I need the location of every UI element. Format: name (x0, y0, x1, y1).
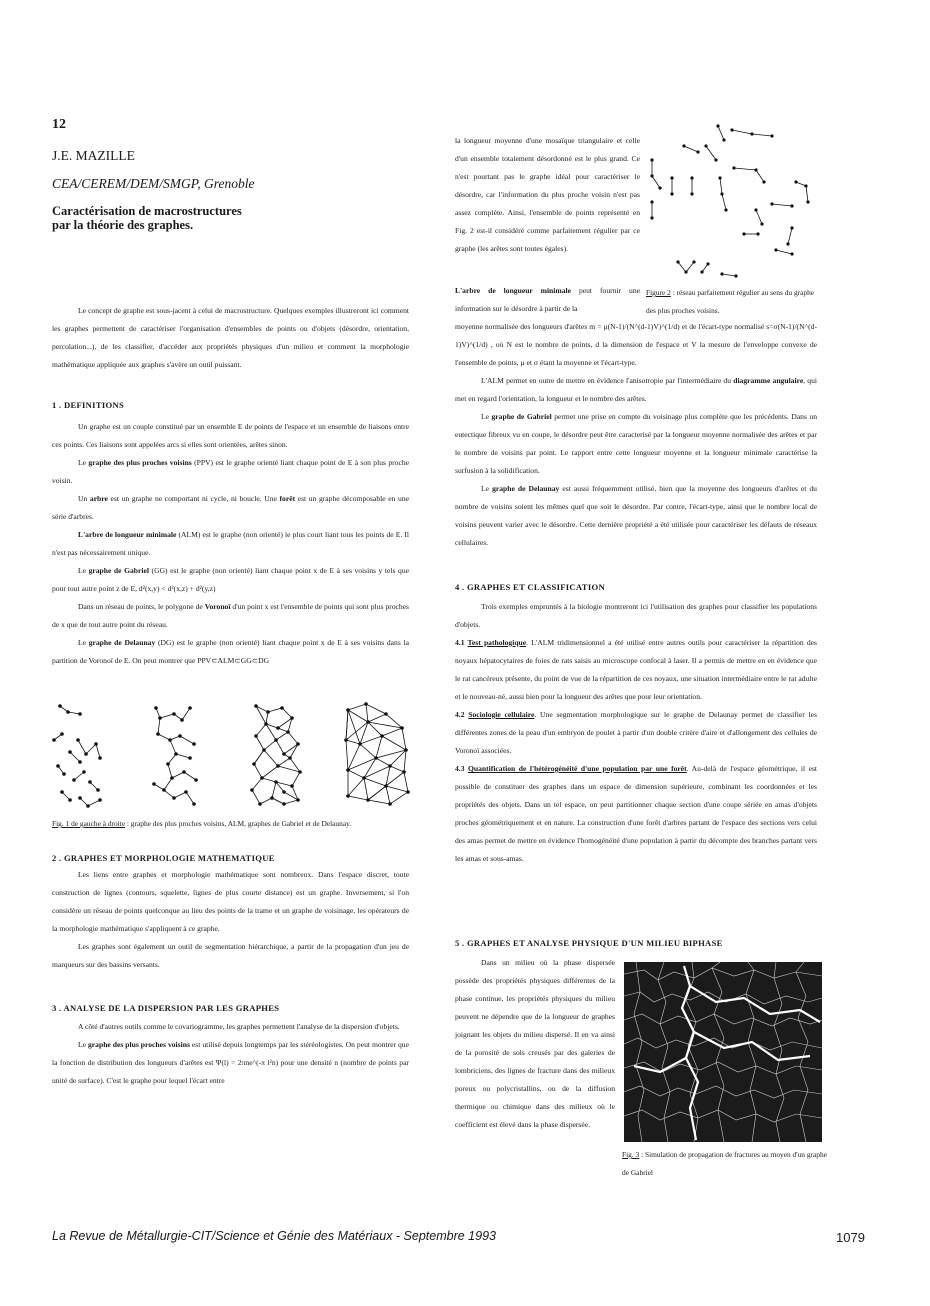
fig1-alm-graph (152, 706, 198, 806)
fig3-caption (622, 1146, 827, 1182)
fig1-gabriel-graph (250, 704, 302, 806)
def-gabriel-term: graphe de Gabriel (88, 566, 149, 575)
s42-title: Sociologie cellulaire (468, 710, 535, 719)
right-body (455, 318, 817, 552)
fig2-points (650, 124, 809, 277)
def-tree-mid: est un graphe ne comportant ni cycle, ni boucle. Une (107, 494, 280, 503)
fig1-caption (52, 818, 422, 830)
gabriel-pre: Le (481, 412, 492, 421)
fig2-network (648, 122, 808, 282)
def-gabriel-pre: Le (78, 566, 89, 575)
fig1-graphs (50, 700, 410, 810)
section3-body (52, 1018, 409, 1090)
page-number: 1079 (836, 1230, 865, 1245)
paper-title-line2: par la théorie des graphes. (52, 218, 194, 232)
fig1-ppv-graph (52, 704, 102, 808)
def-forest-term: forêt (279, 494, 296, 503)
gabriel-post: permet une prise en compte du voisinage plus complète que les précédents. Dans un eutectique fibreux vu en coupe, le désordre peut être caracterisé par la longueur moyenne normalisée des arêtes et par le nombre de voisins par point. Le rapport entre cette longueur moyenne et la longueur minimale caractérise la surfusion à la solidification. (455, 412, 817, 475)
paper-title-line1: Caractérisation de macrostructures (52, 204, 242, 218)
s42-text: . Une segmentation morphologique sur le graphe de Delaunay permet de classifier les différentes zones de la peau d'un embryon de poulet à partir d'un double critère d'aire et d'allongement des cellules de Voronoï associées. (455, 710, 817, 755)
section2-heading: 2 . GRAPHES ET MORPHOLOGIE MATHEMATIQUE (52, 853, 275, 863)
section3-p1: A côté d'autres outils comme le covariogramme, les graphes permettent l'analyse de la dispersion d'objets. (78, 1022, 400, 1031)
abstract: Le concept de graphe est sous-jacent à celui de macrostructure. Quelques exemples illustreront ici comment les graphes permettent de caractériser l'organisation d'ensembles de points ou d'objets (désordre, orientation, percolation...), de les classifier, d'accéder aux propriétés physiques d'un milieu et comment la morphologie mathématique appliquée aux graphes s'avère un outil puissant. (52, 306, 409, 369)
def-delaunay (52, 634, 409, 670)
section4-2 (455, 706, 817, 760)
section3-heading: 3 . ANALYSE DE LA DISPERSION PAR LES GRAPHES (52, 1003, 280, 1013)
s43-num: 4.3 (455, 764, 468, 773)
section4-1 (455, 634, 817, 706)
alm-intro (455, 282, 640, 318)
section4-heading: 4 . GRAPHES ET CLASSIFICATION (455, 582, 605, 592)
issue-number: 12 (52, 117, 66, 132)
right-intro-text: la longueur moyenne d'une mosaïque triangulaire et celle d'un ensemble totalement désordonné est le plus grand. Ce n'est pourtant pas le graphe idéal pour caractériser le désordre, car l'information du plus proche voisin n'est pas assez complète. Ainsi, l'ensemble de points représenté en Fig. 2 est-il considéré comme parfaitement régulier par ce graphe (les arêtes sont toutes égales). (455, 136, 640, 253)
alm-term: L'arbre de longueur minimale (455, 286, 571, 295)
def-tree-post: est un graphe décomposable en une série d'arbres. (52, 494, 409, 521)
angular-diagram-term: diagramme angulaire (733, 376, 804, 385)
def-gabriel (52, 562, 409, 598)
alm-anisotropy (455, 372, 817, 408)
section5-heading: 5 . GRAPHES ET ANALYSE PHYSIQUE D'UN MILIEU BIPHASE (455, 938, 723, 948)
fig3-caption-text: : Simulation de propagation de fractures au moyen d'un graphe de Gabriel (622, 1150, 827, 1177)
gabriel-term: graphe de Gabriel (491, 412, 552, 421)
s41-num: 4.1 (455, 638, 468, 647)
def-delaunay-term: graphe de Delaunay (88, 638, 156, 647)
delaunay-pre: Le (481, 484, 493, 493)
def-voronoi (52, 598, 409, 634)
def-alm-post: (ALM) est le graphe (non orienté) le plus court liant tous les points de E. Il n'est pas nécessairement unique. (52, 530, 410, 557)
section2-body (52, 866, 409, 974)
def-delaunay-pre: Le (78, 638, 89, 647)
fig2-caption (646, 284, 816, 320)
def-ppv-post: (PPV) est le graphe orienté liant chaque point de E à son plus proche voisin. (52, 458, 409, 485)
fig1-caption-text: : graphe des plus proches voisins, ALM, graphes de Gabriel et de Delaunay. (125, 819, 352, 828)
fig2-caption-text: : réseau parfaitement régulier au sens du graphe des plus proches voisins. (646, 288, 815, 315)
journal-footer: La Revue de Métallurgie-CIT/Science et Génie des Matériaux - Septembre 1993 (52, 1229, 496, 1243)
fig3-label: Fig. 3 (622, 1150, 640, 1159)
fig1-delaunay-graph (344, 702, 410, 806)
s43-text: . Au-delà de l'espace géométrique, il est possible de constituer des graphes dans un espace de dimension supérieure, combinant les coordonnées et les propriétés des objets. Dans un tel espace, on peut partitionner chaque section d'une coupe sériée en amas d'objets proches géométriquement et en nature. La construction d'une forêt d'arbres partant de l'espace des sections vers celui des amas permet de mettre en évidence l'homogénéité d'une population à partir du décompte des branches partant vers les amas et sous-amas. (455, 764, 818, 863)
def-voronoi-pre: Dans un réseau de points, le polygone de (78, 602, 205, 611)
alm-anisotropy-pre: L'ALM permet en outre de mettre en évidence l'anisotropie par l'intermédiaire du (481, 376, 734, 385)
section4-3 (455, 760, 817, 868)
def-delaunay-post: (DG) est le graphe (non orienté) liant chaque point x de E à ses voisins dans la partition de Voronoï de E. On peut montrer que PPV⊂ALM⊂GG⊂DG (52, 638, 409, 665)
section1-heading: 1 . DEFINITIONS (52, 400, 125, 410)
section3-p2-post: est utilisé depuis longtemps par les stéréologistes. On peut montrer que la fonction de distribution des longueurs d'arêtes est Ψ(l) = 2πne^(-π l²n) pour une densité n (nombre de points par unité de surface). C'est le graphe pour lequel l'écart entre (52, 1040, 409, 1085)
section2-p1: Les liens entre graphes et morphologie mathématique sont nombreux. Dans l'espace discret, toute construction de lignes (contours, squelette, lignes de plus courte distance) est un graphe. Inversement, si l'on considère un réseau de points quelconque au lieu des points de la trame et un graphe de voisinage, les opérateurs de la morphologie mathématique s'appliquent à ce graphe. (52, 870, 409, 933)
paper-title (52, 204, 242, 232)
def-ppv-pre: Le (78, 458, 89, 467)
fig2-label: Figure 2 (646, 288, 671, 297)
def-alm (52, 526, 409, 562)
fig1-label: Fig. 1 de gauche à droite (52, 819, 126, 828)
def-tree (52, 490, 409, 526)
def-ppv-term: graphe des plus proches voisins (88, 458, 192, 467)
alm-anisotropy-post: , qui met en regard l'orientation, la longueur et le nombre des arêtes. (455, 376, 817, 403)
def-ppv (52, 454, 409, 490)
delaunay-post: est aussi fréquemment utilisé, bien que la moyenne des longueurs d'arêtes et du nombre de voisins soient les mêmes quel que soit le désordre. Par contre, l'écart-type, ainsi que le nombre local de voisins peuvent varier avec le désordre. Cette dernière propriété a été utilisée pour caractériser les défauts de réseaux cellulaires. (455, 484, 817, 547)
section4-body (455, 598, 817, 868)
alm-intro-post: peut fournir une information sur le désordre à partir de la (455, 286, 640, 313)
delaunay-term: graphe de Delaunay (492, 484, 560, 493)
gabriel-paragraph (455, 408, 817, 480)
def-voronoi-term: Voronoï (204, 602, 231, 611)
def-tree-pre: Un (78, 494, 90, 503)
section1-body (52, 418, 409, 670)
section3-p2-pre: Le (78, 1040, 88, 1049)
section2-p2: Les graphes sont également un outil de segmentation hiérarchique, a partir de la propagation d'un jeu de marqueurs sur des bassins versants. (52, 942, 409, 969)
alm-formula-text: moyenne normalisée des longueurs d'arêtes m = μ(N-1)/(N^(d-1)V)^(1/d) et de l'écart-type normalisé s=σ(N-1)/(N^(d-1)V)^(1/d) , où N est le nombre de points, d la dimension de l'espace et V la mesure de l'enveloppe convexe de l'ensemble de points, μ et σ étant la moyenne et l'écart-type. (455, 322, 817, 367)
affiliation: CEA/CEREM/DEM/SMGP, Grenoble (52, 176, 255, 191)
section4-p1: Trois exemples empruntés à la biologie montreront ici l'utilisation des graphes pour classifier les populations d'objets. (455, 602, 817, 629)
def-alm-term: L'arbre de longueur minimale (78, 530, 177, 539)
def-gabriel-post: (GG) est le graphe (non orienté) liant chaque point x de E à ses voisins y tels que pour tout autre point z de E, d²(x,y) < d²(x,z) + d²(y,z) (52, 566, 409, 593)
def-voronoi-post: d'un point x est l'ensemble de points qui sont plus proches de x que de tout autre point du réseau. (52, 602, 409, 629)
fig3-fracture-image (624, 962, 822, 1142)
s42-num: 4.2 (455, 710, 469, 719)
s41-title: Test pathologique (467, 638, 527, 647)
section5-p1: Dans un milieu où la phase dispersée possède des propriétés physiques différentes de la phase continue, les propriétés physiques du milieu peuvent ne dépendre que de la longueur de graphes joignant les objets du milieu dispersé. Il en va ainsi de la porosité de sols creusés par des galeries de lombriciens, des lignes de fracture dans des milieux poreux ou polycristallins, ou de la diffusion thermique ou chimique dans des milieux où le coefficient est élevé dans la phase dispersée. (455, 958, 615, 1129)
def-tree-term: arbre (89, 494, 108, 503)
delaunay-paragraph (455, 480, 817, 552)
def-graph: Un graphe est un couple constitué par un ensemble E de points de l'espace et un ensemble de liaisons entre ces points. Ces liaisons sont appelées arcs si elles sont orientées, arêtes sinon. (52, 422, 409, 449)
s43-title: Quantification de l'hétérogénéité d'une population par une forêt (468, 764, 687, 773)
author: J.E. MAZILLE (52, 148, 135, 163)
s41-text: . L'ALM tridimensionnel a été utilisé entre autres outils pour caractériser la répartition des noyaux hépatocytaires de foies de rats saisis au microscope confocal à laser. Il a permis de mettre en en évidence que le rat cancéreux présente, du point de vue de la répartition de ces noyaux, une situation intermédiaire entre le rat adulte et le nouveau-né, aussi bien pour la longueur des arêtes que pour leur orientation. (455, 638, 817, 701)
section3-p2 (52, 1036, 409, 1090)
section3-p2-term: graphe des plus proches voisins (88, 1040, 190, 1049)
